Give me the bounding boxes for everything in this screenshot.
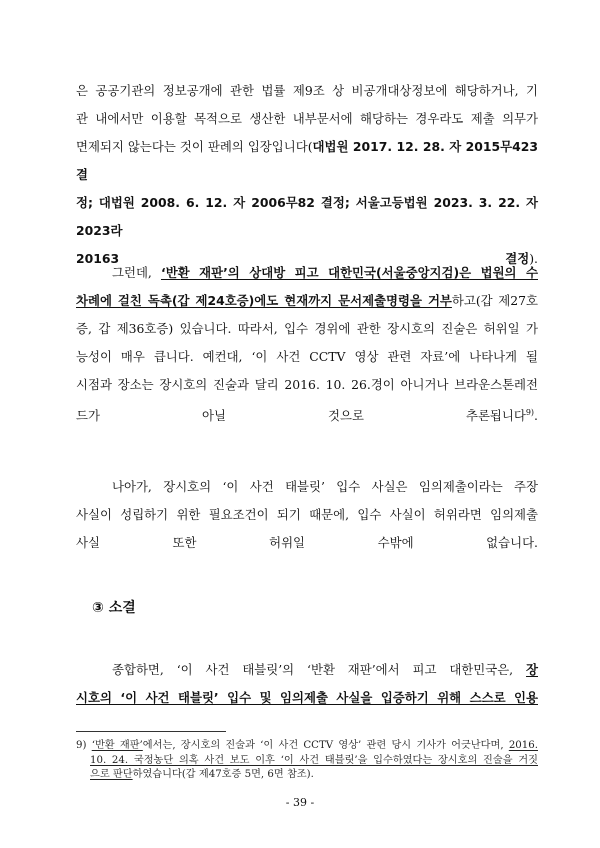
paragraph-2-line-2-text: 하고(갑 제27호 bbox=[451, 293, 538, 308]
footnote-reference[interactable]: 9) bbox=[525, 408, 535, 417]
paragraph-1-citation-1: 대법원 2017. 12. 28. 자 2015무423 결 bbox=[76, 139, 538, 182]
paragraph-4-emphasis-1: 장 bbox=[526, 662, 538, 677]
footnote bbox=[76, 739, 538, 783]
paragraph-3 bbox=[76, 473, 538, 557]
paragraph-2-line-1 bbox=[76, 259, 538, 287]
paragraph-2-line-5: 시점과 장소는 장시호의 진술과 달리 2016. 10. 26.경이 아니거나 브라운스톤레전 bbox=[76, 377, 538, 392]
paragraph-4-emphasis-2: 시호의 ‘이 사건 태블릿’ 입수 및 임의제출 사실을 입증하기 위해 스스로 인용 bbox=[76, 690, 538, 705]
paragraph-2-line-4: 능성이 매우 큽니다. 예컨대, ‘이 사건 CCTV 영상 관련 자료’에 나타나게 될 bbox=[76, 349, 538, 364]
paragraph-1-citation-3: 20163 결정 bbox=[76, 251, 530, 266]
footnote-mark: 9) bbox=[76, 740, 87, 751]
paragraph-1-line-2: 관 내에서만 이용할 목적으로 생산한 내부문서에 해당하는 경우라도 제출 의무가 bbox=[76, 111, 538, 126]
paragraph-3-line-2: 사실이 성립하기 위한 필요조건이 되기 때문에, 입수 사실이 허위라면 임의제출 bbox=[76, 507, 538, 522]
paragraph-2-line-3: 증, 갑 제36호증) 있습니다. 따라서, 입수 경위에 관한 장시호의 진술은 허위일 가 bbox=[76, 321, 538, 336]
footnote-line-1 bbox=[76, 739, 538, 754]
paragraph-4-line-1-text: 종합하면, ‘이 사건 태블릿’의 ‘반환 재판’에서 피고 대한민국은, bbox=[112, 662, 527, 677]
paragraph-1-citation-2: 정; 대법원 2008. 6. 12. 자 2006무82 결정; 서울고등법원 2023. 3. 22. 자 2023라 bbox=[76, 195, 538, 238]
paragraph-4-line-2 bbox=[76, 684, 538, 712]
paragraph-4 bbox=[76, 656, 538, 712]
paragraph-1-line-1: 은 공공기관의 정보공개에 관한 법률 제9조 상 비공개대상정보에 해당하거나, 기 bbox=[76, 83, 538, 98]
paragraph-2 bbox=[76, 259, 538, 430]
paragraph-2-line-6-text: 드가 아닐 것으로 추론됩니다 bbox=[76, 408, 526, 424]
footnote-separator bbox=[76, 731, 226, 732]
paragraph-1-line-5-text: ). bbox=[529, 251, 538, 266]
paragraph-1-line-4 bbox=[76, 189, 538, 245]
page-number: - 39 - bbox=[285, 796, 315, 809]
footnote-underlined-3: 10. 24. 국정농단 의혹 사건 보도 이후 ‘이 사건 태블릿’을 입수하였다는 장시호의 진술을 거짓 bbox=[90, 754, 538, 766]
paragraph-2-line-2 bbox=[76, 287, 538, 315]
paragraph-2-line-1-text: 그런데, bbox=[112, 265, 161, 280]
footnote-underlined-2: 2016. bbox=[508, 740, 538, 751]
footnote-text-1: 에서는, 장시호의 진술과 ‘이 사건 CCTV 영상’ 관련 당시 기사가 어긋난다며, bbox=[142, 740, 509, 751]
footnote-line-3 bbox=[76, 768, 538, 783]
paragraph-1-line-3 bbox=[76, 133, 538, 189]
paragraph-1-line-3-text: 면제되지 않는다는 것이 판례의 입장입니다( bbox=[76, 139, 313, 154]
footnote-text-2: 하였습니다(갑 제47호증 5면, 6면 참조). bbox=[132, 769, 314, 780]
section-heading: ③ 소결 bbox=[92, 600, 136, 616]
footnote-underlined-4: 으로 판단 bbox=[90, 769, 133, 780]
paragraph-3-line-3: 사실 또한 허위일 수밖에 없습니다. bbox=[76, 535, 538, 550]
paragraph-2-emphasis-2: 차례에 걸친 독촉(갑 제24호증)에도 현재까지 문서제출명령을 거부 bbox=[76, 293, 452, 308]
paragraph-1 bbox=[76, 77, 538, 273]
paragraph-4-line-1 bbox=[76, 656, 538, 684]
paragraph-2-line-6-end: . bbox=[534, 408, 538, 424]
footnote-underlined-1: ‘반환 재판’ bbox=[91, 740, 143, 751]
footnote-line-2 bbox=[76, 754, 538, 769]
paragraph-2-line-6 bbox=[76, 399, 538, 430]
paragraph-2-emphasis-1: ‘반환 재판’의 상대방 피고 대한민국(서울중앙지검)은 법원의 수 bbox=[160, 265, 538, 280]
paragraph-3-line-1: 나아가, 장시호의 ‘이 사건 태블릿’ 입수 사실은 임의제출이라는 주장 bbox=[112, 479, 538, 494]
